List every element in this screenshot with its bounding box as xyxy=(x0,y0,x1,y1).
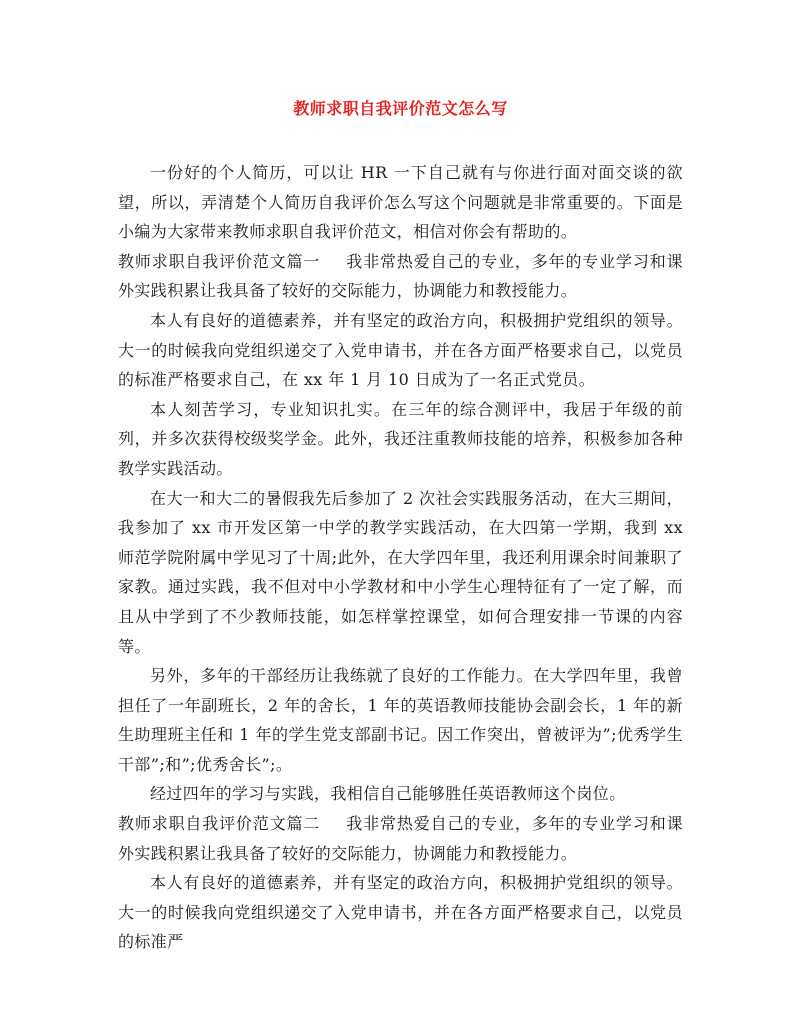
paragraph: 经过四年的学习与实践，我相信自己能够胜任英语教师这个岗位。 xyxy=(150,784,626,804)
section-text: 我非常热爱自己的专业，多年的专业学习和课外实践积累让我具备了较好的交际能力，协调能力和教授能力。 xyxy=(118,251,683,301)
document-page xyxy=(118,0,683,957)
paragraph: 另外，多年的干部经历让我练就了良好的工作能力。在大学四年里，我曾担任了一年副班长，2 年的舍长，1 年的英语教师技能协会副会长，1 年的新生助理班主任和 1 年的学生党支部副书记。因工作突出，曾被评为”;优秀学生干部”;和”;优秀舍长”;。 xyxy=(118,666,683,774)
document-body xyxy=(118,158,683,957)
section-heading: 教师求职自我评价范文篇一 xyxy=(118,251,321,271)
paragraph: 在大一和大二的暑假我先后参加了 2 次社会实践服务活动，在大三期间，我参加了 xx 市开发区第一中学的教学实践活动，在大四第一学期，我到 xx 师范学院附属中学见习了十周;此外，在大学四年里，我还利用课余时间兼职了家教。通过实践，我不但对中小学教材和中小学生心理特征有了一定了解，而且从中学到了不少教师技能，如怎样掌控课堂，如何合理安排一节课的内容等。 xyxy=(118,488,683,656)
section-heading-paragraph xyxy=(118,247,683,306)
section-text: 我非常热爱自己的专业，多年的专业学习和课外实践积累让我具备了较好的交际能力，协调能力和教授能力。 xyxy=(118,814,683,863)
paragraph: 本人有良好的道德素养，并有坚定的政治方向，积极拥护党组织的领导。大一的时候我向党组织递交了入党申请书，并在各方面严格要求自己，以党员的标准严 xyxy=(118,873,683,952)
section-heading: 教师求职自我评价范文篇二 xyxy=(118,814,321,834)
paragraph: 本人有良好的道德素养，并有坚定的政治方向，积极拥护党组织的领导。大一的时候我向党组织递交了入党申请书，并在各方面严格要求自己，以党员的标准严格要求自己，在 xx 年 1 月 10 日成为了一名正式党员。 xyxy=(118,310,683,390)
paragraph: 本人刻苦学习，专业知识扎实。在三年的综合测评中，我居于年级的前列，并多次获得校级奖学金。此外，我还注重教师技能的培养，积极参加各种教学实践活动。 xyxy=(118,399,683,478)
paragraph-intro: 一份好的个人简历，可以让 HR 一下自己就有与你进行面对面交谈的欲望，所以，弄清楚个人简历自我评价怎么写这个问题就是非常重要的。下面是小编为大家带来教师求职自我评价范文，相信对你会有帮助的。 xyxy=(118,163,683,242)
section-heading-paragraph xyxy=(118,809,683,868)
document-title: 教师求职自我评价范文怎么写 xyxy=(293,99,508,118)
